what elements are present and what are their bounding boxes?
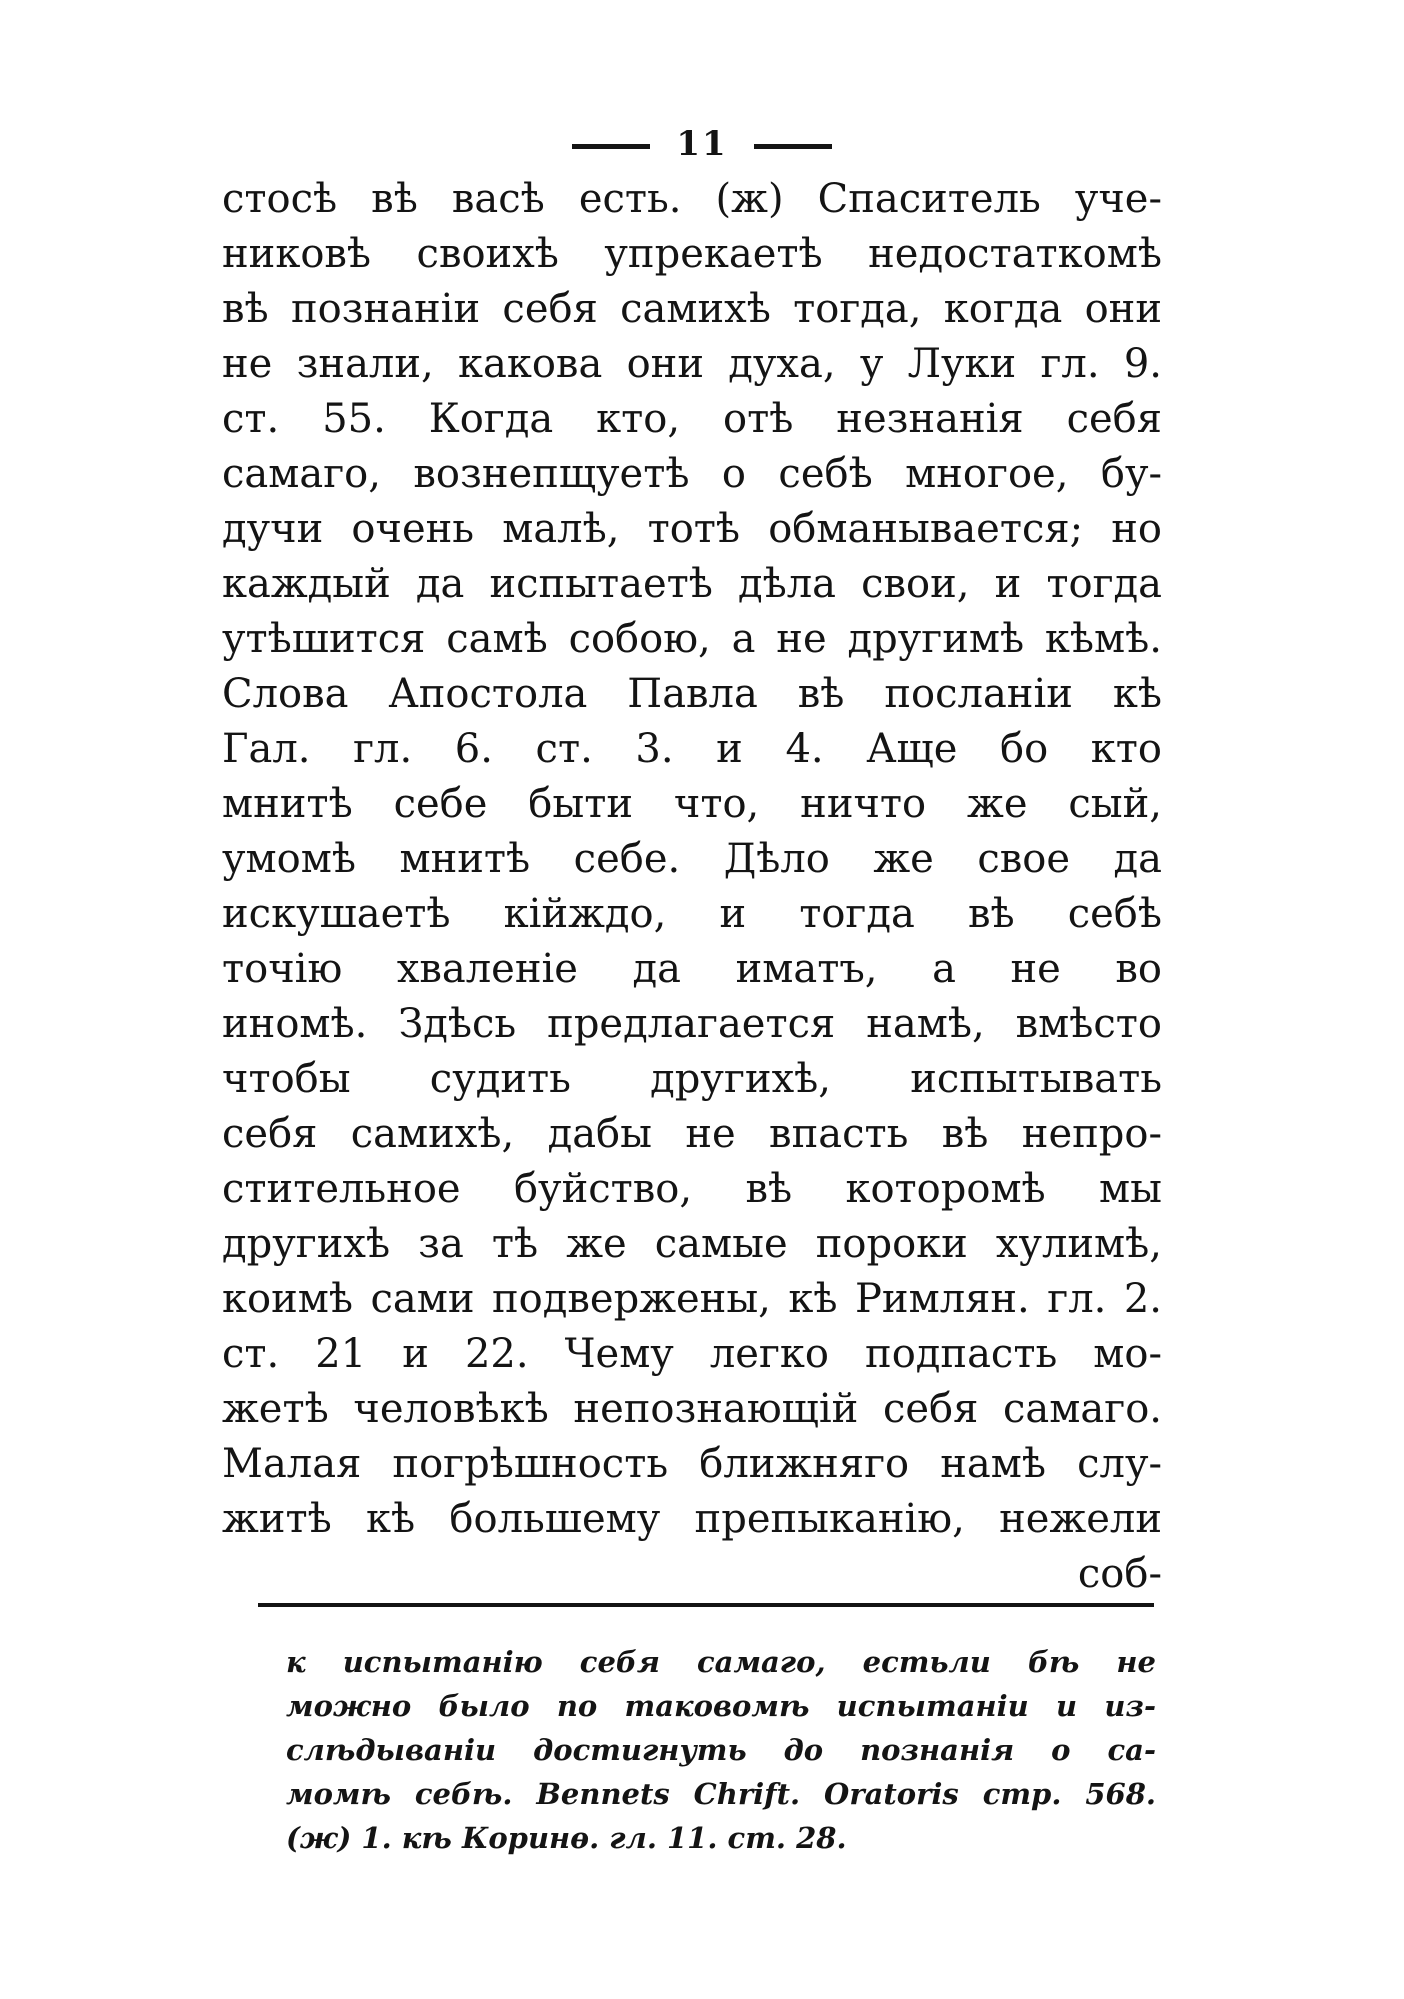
body-line: точію хваленіе да иматъ, а не во <box>222 946 1162 992</box>
body-line: самаго, вознепщуетѣ о себѣ многое, бу- <box>222 451 1162 497</box>
footnote-divider <box>258 1603 1154 1607</box>
body-line: себя самихѣ, дабы не впасть вѣ непро- <box>222 1111 1162 1157</box>
body-line: стосѣ вѣ васѣ есть. (ж) Спаситель уче- <box>222 176 1162 222</box>
body-line: умомѣ мнитѣ себе. Дѣло же свое да <box>222 836 1162 882</box>
catchword: соб- <box>1077 1551 1162 1597</box>
body-line: не знали, какова они духа, у Луки гл. 9. <box>222 341 1162 387</box>
body-line: иномѣ. Здѣсь предлагается намѣ, вмѣсто <box>222 1001 1162 1047</box>
body-line: каждый да испытаетѣ дѣла свои, и тогда <box>222 561 1162 607</box>
footnotes <box>286 1640 1156 1860</box>
page-number-text: 11 <box>676 124 728 164</box>
body-line: ст. 55. Когда кто, отѣ незнанія себя <box>222 396 1162 442</box>
body-line: мнитѣ себе быти что, ничто же сый, <box>222 781 1162 827</box>
body-line: чтобы судить другихѣ, испытывать <box>222 1056 1162 1102</box>
body-line: Гал. гл. 6. ст. 3. и 4. Аще бо кто <box>222 726 1162 772</box>
body-line: утѣшится самѣ собою, а не другимѣ кѣмѣ. <box>222 616 1162 662</box>
page-number <box>0 124 1404 164</box>
body-line: стительное буйство, вѣ которомѣ мы <box>222 1166 1162 1212</box>
body-line: жетѣ человѣкѣ непознающій себя самаго. <box>222 1386 1162 1432</box>
body-line: житѣ кѣ большему препыканію, нежели <box>222 1496 1162 1542</box>
body-line: никовѣ своихѣ упрекаетѣ недостаткомѣ <box>222 231 1162 277</box>
page-number-dash-left <box>572 144 650 149</box>
body-line: вѣ познаніи себя самихѣ тогда, когда они <box>222 286 1162 332</box>
body-line: другихѣ за тѣ же самые пороки хулимѣ, <box>222 1221 1162 1267</box>
footnote-line: к испытанію себя самаго, естьли бѣ не <box>286 1645 1156 1679</box>
footnote-line: (ж) 1. кѣ Коринѳ. гл. 11. ст. 28. <box>286 1821 847 1855</box>
body-line: Слова Апостола Павла вѣ посланіи кѣ <box>222 671 1162 717</box>
footnote-line: можно было по таковомѣ испытаніи и из- <box>286 1689 1156 1723</box>
footnote-line: момѣ себѣ. Bennets Chrift. Oratoris стр. 568. <box>286 1777 1156 1811</box>
body-line: коимѣ сами подвержены, кѣ Римлян. гл. 2. <box>222 1276 1162 1322</box>
body-line: ст. 21 и 22. Чему легко подпасть мо- <box>222 1331 1162 1377</box>
body-line: Малая погрѣшность ближняго намѣ слу- <box>222 1441 1162 1487</box>
page-number-dash-right <box>754 144 832 149</box>
body-text <box>222 172 1162 1602</box>
body-line: дучи очень малѣ, тотѣ обманывается; но <box>222 506 1162 552</box>
footnote-line: слѣдываніи достигнуть до познанія о са- <box>286 1733 1156 1767</box>
body-line: искушаетѣ кійждо, и тогда вѣ себѣ <box>222 891 1162 937</box>
